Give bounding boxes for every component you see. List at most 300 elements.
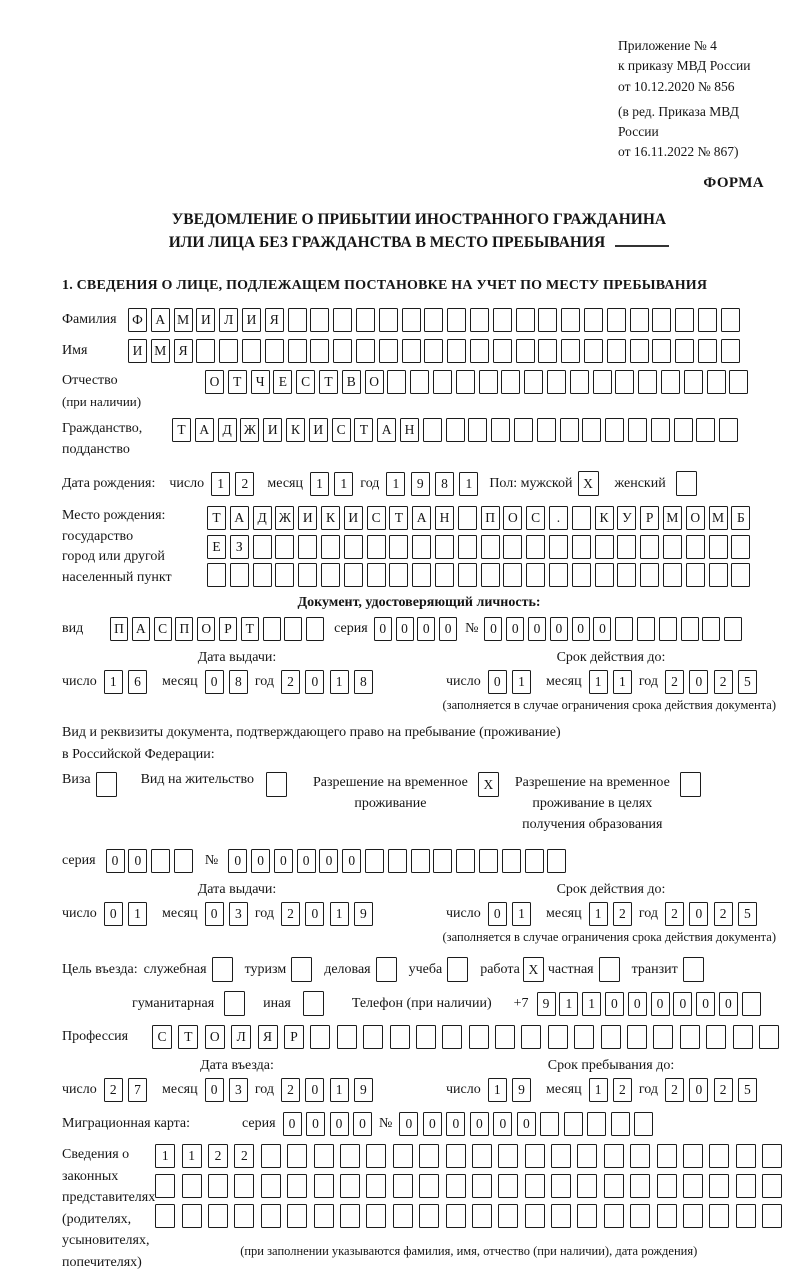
legal-reps-cell[interactable] (525, 1174, 545, 1198)
surname-cell[interactable] (447, 308, 466, 332)
legal-reps-cell[interactable] (657, 1144, 677, 1168)
legal-reps-cell[interactable] (736, 1144, 756, 1168)
birth-place-cell[interactable] (253, 535, 272, 559)
issue-month-cell[interactable]: 8 (229, 670, 248, 694)
given-name-cell[interactable] (219, 339, 238, 363)
birth-place-cell[interactable] (367, 563, 386, 587)
birth-year-cell[interactable]: 9 (411, 472, 430, 496)
birth-place-cell[interactable] (617, 563, 636, 587)
surname-cell[interactable]: И (242, 308, 261, 332)
profession-cell[interactable] (363, 1025, 383, 1049)
doc-kind-cell[interactable] (306, 617, 324, 641)
doc-number-cell[interactable]: 0 (550, 617, 568, 641)
phone-cell[interactable]: 9 (537, 992, 556, 1016)
patronymic-cell[interactable]: Е (273, 370, 292, 394)
birth-month-cell[interactable]: 1 (310, 472, 329, 496)
rvp-issue-year-cell[interactable]: 1 (330, 902, 349, 926)
legal-reps-cell[interactable]: 1 (182, 1144, 202, 1168)
legal-reps-cell[interactable] (182, 1174, 202, 1198)
residence-number-cell[interactable]: 0 (228, 849, 247, 873)
legal-reps-cell[interactable] (604, 1204, 624, 1228)
citizenship-cell[interactable]: А (377, 418, 396, 442)
birth-day-cell[interactable]: 2 (235, 472, 254, 496)
rvp-validity-year-cell[interactable]: 0 (689, 902, 708, 926)
legal-reps-cell[interactable] (340, 1174, 360, 1198)
legal-reps-cell[interactable] (630, 1174, 650, 1198)
birth-place-cell[interactable] (572, 506, 591, 530)
birth-place-cell[interactable] (367, 535, 386, 559)
given-name-cell[interactable] (333, 339, 352, 363)
legal-reps-cell[interactable] (314, 1144, 334, 1168)
patronymic-cell[interactable] (707, 370, 726, 394)
patronymic-cell[interactable]: О (365, 370, 384, 394)
phone-cell[interactable]: 0 (696, 992, 715, 1016)
surname-cell[interactable] (333, 308, 352, 332)
validity-year-cell[interactable]: 2 (665, 670, 684, 694)
validity-day-cell[interactable]: 1 (512, 670, 531, 694)
legal-reps-cell[interactable] (577, 1204, 597, 1228)
profession-cell[interactable]: Л (231, 1025, 251, 1049)
given-name-cell[interactable] (698, 339, 717, 363)
patronymic-cell[interactable]: Т (319, 370, 338, 394)
birth-place-cell[interactable] (412, 535, 431, 559)
legal-reps-cell[interactable] (261, 1174, 281, 1198)
patronymic-cell[interactable] (661, 370, 680, 394)
patronymic-cell[interactable] (433, 370, 452, 394)
doc-kind-cell[interactable]: О (197, 617, 215, 641)
citizenship-cell[interactable] (514, 418, 533, 442)
validity-year-cell[interactable]: 5 (738, 670, 757, 694)
residence-number-cell[interactable]: 0 (342, 849, 361, 873)
citizenship-cell[interactable] (582, 418, 601, 442)
purpose-study-cell[interactable] (447, 957, 468, 982)
citizenship-cell[interactable] (423, 418, 442, 442)
rvp-issue-year-cell[interactable]: 2 (281, 902, 300, 926)
patronymic-cell[interactable] (638, 370, 657, 394)
birth-place-cell[interactable] (253, 563, 272, 587)
profession-cell[interactable] (390, 1025, 410, 1049)
profession-cell[interactable] (653, 1025, 673, 1049)
given-name-cell[interactable] (538, 339, 557, 363)
legal-reps-cell[interactable] (525, 1144, 545, 1168)
stay-year-cell[interactable]: 5 (738, 1078, 757, 1102)
birth-place-cell[interactable]: Б (731, 506, 750, 530)
birth-place-cell[interactable] (595, 563, 614, 587)
rvp-issue-day-cell[interactable]: 1 (128, 902, 147, 926)
entry-year-cell[interactable]: 0 (305, 1078, 324, 1102)
stay-day-cell[interactable]: 9 (512, 1078, 531, 1102)
issue-year-cell[interactable]: 8 (354, 670, 373, 694)
legal-reps-cell[interactable] (393, 1204, 413, 1228)
rvp-education-checkbox-cell[interactable] (680, 772, 701, 797)
legal-reps-cell[interactable] (762, 1144, 782, 1168)
migration-series-cell[interactable]: 0 (306, 1112, 325, 1136)
doc-number-cell[interactable]: 0 (484, 617, 502, 641)
rvp-validity-year-cell[interactable]: 5 (738, 902, 757, 926)
residence-series-cell[interactable] (151, 849, 170, 873)
profession-cell[interactable]: О (205, 1025, 225, 1049)
migration-series-cell[interactable]: 0 (330, 1112, 349, 1136)
migration-number-cell[interactable]: 0 (399, 1112, 418, 1136)
purpose-business-cell[interactable] (376, 957, 397, 982)
surname-cell[interactable]: Ф (128, 308, 147, 332)
profession-cell[interactable] (337, 1025, 357, 1049)
citizenship-cell[interactable]: Д (218, 418, 237, 442)
birth-place-cell[interactable] (321, 563, 340, 587)
legal-reps-cell[interactable] (393, 1144, 413, 1168)
issue-day-cell[interactable]: 1 (104, 670, 123, 694)
birth-place-cell[interactable] (458, 563, 477, 587)
legal-reps-cell[interactable] (498, 1144, 518, 1168)
issue-year-cell[interactable]: 2 (281, 670, 300, 694)
surname-cell[interactable] (675, 308, 694, 332)
doc-kind-cell[interactable]: П (175, 617, 193, 641)
rvp-validity-day-cell[interactable]: 1 (512, 902, 531, 926)
birth-place-cell[interactable]: И (298, 506, 317, 530)
citizenship-cell[interactable]: К (286, 418, 305, 442)
profession-cell[interactable] (416, 1025, 436, 1049)
given-name-cell[interactable] (424, 339, 443, 363)
migration-number-cell[interactable]: 0 (423, 1112, 442, 1136)
birth-place-cell[interactable]: С (526, 506, 545, 530)
migration-number-cell[interactable]: 0 (470, 1112, 489, 1136)
given-name-cell[interactable] (584, 339, 603, 363)
birth-month-cell[interactable]: 1 (334, 472, 353, 496)
given-name-cell[interactable] (630, 339, 649, 363)
legal-reps-cell[interactable]: 2 (208, 1144, 228, 1168)
birth-place-cell[interactable]: А (412, 506, 431, 530)
birth-place-cell[interactable] (458, 506, 477, 530)
migration-number-cell[interactable] (587, 1112, 606, 1136)
patronymic-cell[interactable] (456, 370, 475, 394)
patronymic-cell[interactable]: Ч (251, 370, 270, 394)
entry-year-cell[interactable]: 9 (354, 1078, 373, 1102)
purpose-other-cell[interactable] (303, 991, 324, 1016)
legal-reps-cell[interactable] (419, 1174, 439, 1198)
patronymic-cell[interactable]: С (296, 370, 315, 394)
doc-number-cell[interactable]: 0 (528, 617, 546, 641)
residence-number-cell[interactable] (433, 849, 452, 873)
birth-place-cell[interactable] (731, 535, 750, 559)
given-name-cell[interactable] (402, 339, 421, 363)
entry-day-cell[interactable]: 2 (104, 1078, 123, 1102)
birth-place-cell[interactable]: Д (253, 506, 272, 530)
birth-place-cell[interactable] (435, 535, 454, 559)
surname-cell[interactable] (584, 308, 603, 332)
stay-month-cell[interactable]: 1 (589, 1078, 608, 1102)
validity-month-cell[interactable]: 1 (613, 670, 632, 694)
issue-year-cell[interactable]: 0 (305, 670, 324, 694)
birth-place-cell[interactable] (549, 563, 568, 587)
legal-reps-cell[interactable] (419, 1144, 439, 1168)
birth-place-cell[interactable] (389, 563, 408, 587)
given-name-cell[interactable] (447, 339, 466, 363)
doc-number-cell[interactable]: 0 (572, 617, 590, 641)
profession-cell[interactable]: Я (258, 1025, 278, 1049)
surname-cell[interactable] (630, 308, 649, 332)
profession-cell[interactable] (574, 1025, 594, 1049)
citizenship-cell[interactable]: Н (400, 418, 419, 442)
rvp-validity-day-cell[interactable]: 0 (488, 902, 507, 926)
doc-series-cell[interactable]: 0 (417, 617, 435, 641)
birth-place-cell[interactable] (344, 563, 363, 587)
legal-reps-cell[interactable] (155, 1204, 175, 1228)
given-name-cell[interactable] (493, 339, 512, 363)
profession-cell[interactable] (733, 1025, 753, 1049)
given-name-cell[interactable] (652, 339, 671, 363)
birth-place-cell[interactable] (230, 563, 249, 587)
given-name-cell[interactable]: М (151, 339, 170, 363)
issue-month-cell[interactable]: 0 (205, 670, 224, 694)
residence-number-cell[interactable] (411, 849, 430, 873)
birth-place-cell[interactable]: Н (435, 506, 454, 530)
entry-month-cell[interactable]: 0 (205, 1078, 224, 1102)
surname-cell[interactable] (652, 308, 671, 332)
profession-cell[interactable] (469, 1025, 489, 1049)
legal-reps-cell[interactable] (419, 1204, 439, 1228)
surname-cell[interactable] (310, 308, 329, 332)
birth-place-cell[interactable] (412, 563, 431, 587)
residence-number-cell[interactable] (479, 849, 498, 873)
migration-number-cell[interactable] (540, 1112, 559, 1136)
birth-place-cell[interactable]: О (503, 506, 522, 530)
citizenship-cell[interactable]: И (309, 418, 328, 442)
birth-place-cell[interactable]: А (230, 506, 249, 530)
birth-place-cell[interactable]: Е (207, 535, 226, 559)
birth-place-cell[interactable] (298, 563, 317, 587)
surname-cell[interactable]: А (151, 308, 170, 332)
birth-place-cell[interactable]: М (709, 506, 728, 530)
doc-kind-cell[interactable]: А (132, 617, 150, 641)
migration-number-cell[interactable]: 0 (446, 1112, 465, 1136)
legal-reps-cell[interactable]: 1 (155, 1144, 175, 1168)
legal-reps-cell[interactable] (287, 1204, 307, 1228)
rvp-validity-month-cell[interactable]: 1 (589, 902, 608, 926)
surname-cell[interactable] (721, 308, 740, 332)
rvp-issue-month-cell[interactable]: 3 (229, 902, 248, 926)
surname-cell[interactable] (698, 308, 717, 332)
legal-reps-cell[interactable] (472, 1174, 492, 1198)
legal-reps-cell[interactable] (208, 1174, 228, 1198)
birth-place-cell[interactable] (503, 563, 522, 587)
legal-reps-cell[interactable]: 2 (234, 1144, 254, 1168)
birth-place-cell[interactable] (572, 563, 591, 587)
legal-reps-cell[interactable] (630, 1204, 650, 1228)
phone-cell[interactable]: 1 (559, 992, 578, 1016)
citizenship-cell[interactable] (674, 418, 693, 442)
birth-place-cell[interactable]: К (595, 506, 614, 530)
migration-number-cell[interactable] (564, 1112, 583, 1136)
citizenship-cell[interactable]: Ж (240, 418, 259, 442)
birth-place-cell[interactable] (549, 535, 568, 559)
validity-year-cell[interactable]: 2 (714, 670, 733, 694)
residence-series-cell[interactable] (174, 849, 193, 873)
birth-year-cell[interactable]: 1 (386, 472, 405, 496)
profession-cell[interactable] (442, 1025, 462, 1049)
birth-place-cell[interactable]: И (344, 506, 363, 530)
birth-place-cell[interactable] (663, 535, 682, 559)
surname-cell[interactable] (402, 308, 421, 332)
legal-reps-cell[interactable] (366, 1174, 386, 1198)
profession-cell[interactable]: Т (178, 1025, 198, 1049)
birth-place-cell[interactable] (617, 535, 636, 559)
legal-reps-cell[interactable] (683, 1204, 703, 1228)
legal-reps-cell[interactable] (762, 1204, 782, 1228)
legal-reps-cell[interactable] (446, 1144, 466, 1168)
doc-number-cell[interactable] (615, 617, 633, 641)
profession-cell[interactable] (548, 1025, 568, 1049)
doc-series-cell[interactable]: 0 (396, 617, 414, 641)
birth-place-cell[interactable] (389, 535, 408, 559)
given-name-cell[interactable]: И (128, 339, 147, 363)
residence-permit-checkbox-cell[interactable] (266, 772, 287, 797)
given-name-cell[interactable] (310, 339, 329, 363)
stay-year-cell[interactable]: 0 (689, 1078, 708, 1102)
profession-cell[interactable] (495, 1025, 515, 1049)
stay-day-cell[interactable]: 1 (488, 1078, 507, 1102)
migration-number-cell[interactable] (634, 1112, 653, 1136)
given-name-cell[interactable] (242, 339, 261, 363)
legal-reps-cell[interactable] (393, 1174, 413, 1198)
citizenship-cell[interactable]: А (195, 418, 214, 442)
given-name-cell[interactable] (379, 339, 398, 363)
birth-place-cell[interactable] (275, 563, 294, 587)
profession-cell[interactable] (627, 1025, 647, 1049)
surname-cell[interactable] (516, 308, 535, 332)
legal-reps-cell[interactable] (498, 1204, 518, 1228)
phone-cell[interactable]: 0 (605, 992, 624, 1016)
legal-reps-cell[interactable] (261, 1204, 281, 1228)
birth-place-cell[interactable] (344, 535, 363, 559)
surname-cell[interactable] (470, 308, 489, 332)
residence-series-cell[interactable]: 0 (106, 849, 125, 873)
surname-cell[interactable] (538, 308, 557, 332)
citizenship-cell[interactable] (605, 418, 624, 442)
legal-reps-cell[interactable] (287, 1174, 307, 1198)
profession-cell[interactable] (759, 1025, 779, 1049)
doc-number-cell[interactable] (681, 617, 699, 641)
rvp-issue-month-cell[interactable]: 0 (205, 902, 224, 926)
citizenship-cell[interactable] (491, 418, 510, 442)
validity-month-cell[interactable]: 1 (589, 670, 608, 694)
given-name-cell[interactable] (196, 339, 215, 363)
legal-reps-cell[interactable] (709, 1144, 729, 1168)
patronymic-cell[interactable] (410, 370, 429, 394)
birth-place-cell[interactable] (321, 535, 340, 559)
legal-reps-cell[interactable] (657, 1204, 677, 1228)
citizenship-cell[interactable] (696, 418, 715, 442)
issue-day-cell[interactable]: 6 (128, 670, 147, 694)
doc-kind-cell[interactable] (263, 617, 281, 641)
residence-number-cell[interactable]: 0 (274, 849, 293, 873)
legal-reps-cell[interactable] (736, 1174, 756, 1198)
patronymic-cell[interactable] (593, 370, 612, 394)
legal-reps-cell[interactable] (630, 1144, 650, 1168)
given-name-cell[interactable] (516, 339, 535, 363)
purpose-work-cell[interactable]: X (523, 957, 544, 982)
rvp-validity-year-cell[interactable]: 2 (714, 902, 733, 926)
birth-place-cell[interactable] (686, 535, 705, 559)
surname-cell[interactable] (424, 308, 443, 332)
birth-place-cell[interactable]: К (321, 506, 340, 530)
birth-place-cell[interactable] (709, 535, 728, 559)
profession-cell[interactable] (310, 1025, 330, 1049)
residence-series-cell[interactable]: 0 (128, 849, 147, 873)
issue-year-cell[interactable]: 1 (330, 670, 349, 694)
legal-reps-cell[interactable] (314, 1174, 334, 1198)
birth-place-cell[interactable] (686, 563, 705, 587)
surname-cell[interactable] (288, 308, 307, 332)
surname-cell[interactable] (493, 308, 512, 332)
residence-number-cell[interactable]: 0 (297, 849, 316, 873)
surname-cell[interactable] (607, 308, 626, 332)
birth-place-cell[interactable] (298, 535, 317, 559)
residence-number-cell[interactable] (456, 849, 475, 873)
migration-series-cell[interactable]: 0 (283, 1112, 302, 1136)
birth-place-cell[interactable]: Т (389, 506, 408, 530)
birth-year-cell[interactable]: 1 (459, 472, 478, 496)
given-name-cell[interactable] (470, 339, 489, 363)
patronymic-cell[interactable]: В (342, 370, 361, 394)
doc-number-cell[interactable] (724, 617, 742, 641)
citizenship-cell[interactable] (537, 418, 556, 442)
legal-reps-cell[interactable] (182, 1204, 202, 1228)
patronymic-cell[interactable] (615, 370, 634, 394)
legal-reps-cell[interactable] (604, 1144, 624, 1168)
birth-place-cell[interactable]: Ж (275, 506, 294, 530)
surname-cell[interactable]: Я (265, 308, 284, 332)
birth-place-cell[interactable]: . (549, 506, 568, 530)
purpose-transit-cell[interactable] (683, 957, 704, 982)
doc-kind-cell[interactable]: П (110, 617, 128, 641)
patronymic-cell[interactable] (684, 370, 703, 394)
legal-reps-cell[interactable] (314, 1204, 334, 1228)
legal-reps-cell[interactable] (577, 1174, 597, 1198)
birth-place-cell[interactable] (275, 535, 294, 559)
citizenship-cell[interactable] (468, 418, 487, 442)
patronymic-cell[interactable]: Т (228, 370, 247, 394)
birth-place-cell[interactable]: С (367, 506, 386, 530)
citizenship-cell[interactable] (651, 418, 670, 442)
legal-reps-cell[interactable] (736, 1204, 756, 1228)
citizenship-cell[interactable]: Т (354, 418, 373, 442)
birth-place-cell[interactable]: Т (207, 506, 226, 530)
doc-kind-cell[interactable] (284, 617, 302, 641)
birth-place-cell[interactable] (663, 563, 682, 587)
female-checkbox-cell[interactable] (676, 471, 697, 496)
legal-reps-cell[interactable] (551, 1204, 571, 1228)
surname-cell[interactable]: И (196, 308, 215, 332)
residence-number-cell[interactable] (502, 849, 521, 873)
profession-cell[interactable]: Р (284, 1025, 304, 1049)
citizenship-cell[interactable] (446, 418, 465, 442)
legal-reps-cell[interactable] (498, 1174, 518, 1198)
birth-place-cell[interactable] (435, 563, 454, 587)
given-name-cell[interactable]: Я (174, 339, 193, 363)
purpose-humanitarian-cell[interactable] (224, 991, 245, 1016)
legal-reps-cell[interactable] (551, 1174, 571, 1198)
validity-day-cell[interactable]: 0 (488, 670, 507, 694)
birth-day-cell[interactable]: 1 (211, 472, 230, 496)
rvp-validity-year-cell[interactable]: 2 (665, 902, 684, 926)
profession-cell[interactable] (521, 1025, 541, 1049)
rvp-checkbox-cell[interactable]: X (478, 772, 499, 797)
birth-place-cell[interactable] (640, 535, 659, 559)
given-name-cell[interactable] (675, 339, 694, 363)
legal-reps-cell[interactable] (577, 1144, 597, 1168)
surname-cell[interactable] (379, 308, 398, 332)
doc-number-cell[interactable] (702, 617, 720, 641)
